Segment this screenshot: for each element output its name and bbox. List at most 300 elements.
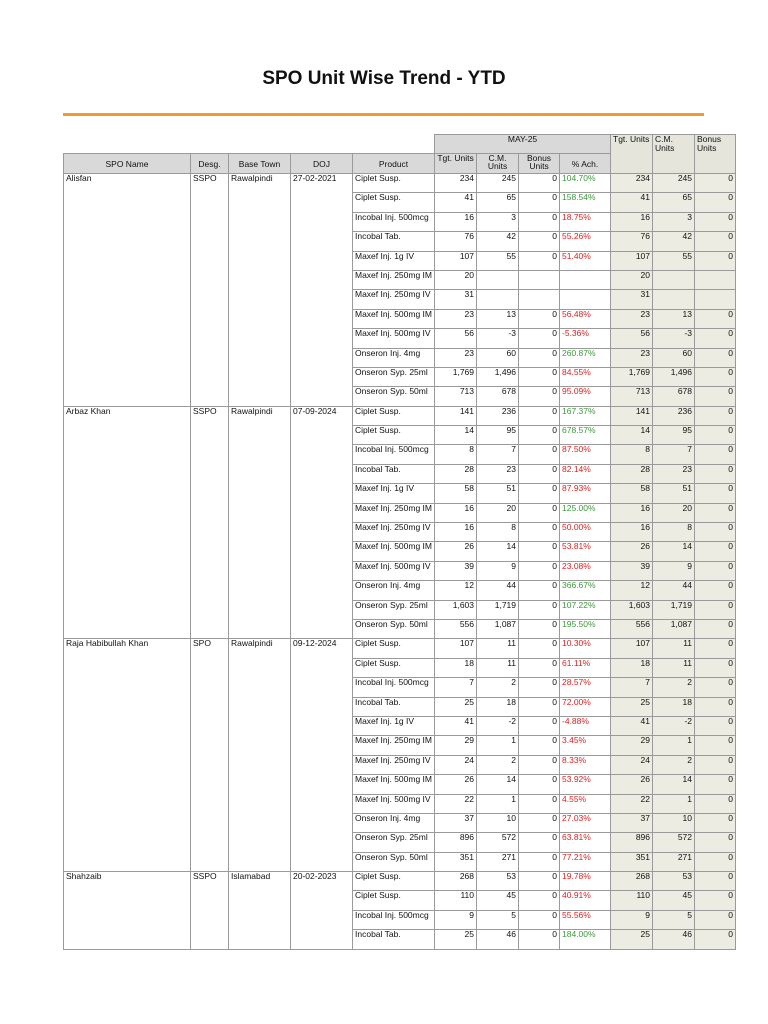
cm-units-cell: 2 — [477, 678, 519, 697]
tgt-units-cell: 23 — [435, 309, 477, 328]
bonus-units-cell: 0 — [519, 852, 560, 871]
product-cell: Ciplet Susp. — [353, 174, 435, 193]
ytd-tgt-units-cell: 16 — [611, 212, 653, 231]
cm-units-cell — [477, 290, 519, 309]
pct-ach-cell: 53.92% — [560, 775, 611, 794]
ytd-tgt-units-cell: 234 — [611, 174, 653, 193]
tgt-units-cell: 9 — [435, 910, 477, 929]
bonus-units-cell: 0 — [519, 716, 560, 735]
product-cell: Incobal Inj. 500mcg — [353, 910, 435, 929]
ytd-bonus-units-cell: 0 — [695, 716, 736, 735]
bonus-units-cell: 0 — [519, 930, 560, 949]
bonus-units-cell: 0 — [519, 251, 560, 270]
ytd-bonus-units-cell: 0 — [695, 406, 736, 425]
ytd-tgt-units-cell: 1,603 — [611, 600, 653, 619]
product-cell: Onseron Syp. 25ml — [353, 600, 435, 619]
doj-header: DOJ — [291, 154, 353, 174]
ytd-bonus-units-cell: 0 — [695, 930, 736, 949]
cm-units-cell — [477, 270, 519, 289]
product-cell: Incobal Inj. 500mcg — [353, 678, 435, 697]
product-cell: Onseron Inj. 4mg — [353, 813, 435, 832]
ytd-bonus-units-cell: 0 — [695, 619, 736, 638]
tgt-units-cell: 16 — [435, 503, 477, 522]
ytd-cm-units-cell: 9 — [653, 561, 695, 580]
ytd-bonus-units-cell: 0 — [695, 736, 736, 755]
ytd-bonus-units-cell: 0 — [695, 251, 736, 270]
product-cell: Maxef Inj. 1g IV — [353, 251, 435, 270]
bonus-units-cell: 0 — [519, 174, 560, 193]
pct-ach-cell: 8.33% — [560, 755, 611, 774]
spo-name-cell: Alisfan — [64, 174, 191, 407]
ytd-bonus-units-cell: 0 — [695, 329, 736, 348]
product-cell: Maxef Inj. 500mg IM — [353, 309, 435, 328]
pct-ach-cell: 28.57% — [560, 678, 611, 697]
bonus-units-cell: 0 — [519, 232, 560, 251]
tgt-units-cell: 20 — [435, 270, 477, 289]
cm-units-cell: 13 — [477, 309, 519, 328]
product-cell: Ciplet Susp. — [353, 639, 435, 658]
pct-ach-cell: 27.03% — [560, 813, 611, 832]
bonus-units-cell: 0 — [519, 600, 560, 619]
header-row-top — [64, 135, 736, 154]
ytd-cm-units-cell: 20 — [653, 503, 695, 522]
ytd-tgt-units-cell: 37 — [611, 813, 653, 832]
tgt-units-cell: 107 — [435, 251, 477, 270]
ytd-cm-units-header: C.M. Units — [653, 135, 695, 174]
ytd-bonus-units-cell: 0 — [695, 755, 736, 774]
ytd-bonus-units-cell: 0 — [695, 639, 736, 658]
cm-units-cell: 678 — [477, 387, 519, 406]
tgt-units-cell: 896 — [435, 833, 477, 852]
ytd-tgt-units-cell: 58 — [611, 484, 653, 503]
ytd-tgt-units-cell: 9 — [611, 910, 653, 929]
pct-ach-header: % Ach. — [560, 154, 611, 174]
pct-ach-cell: 158.54% — [560, 193, 611, 212]
pct-ach-cell: 107.22% — [560, 600, 611, 619]
ytd-tgt-units-cell: 8 — [611, 445, 653, 464]
cm-units-cell: 2 — [477, 755, 519, 774]
product-cell: Maxef Inj. 1g IV — [353, 484, 435, 503]
pct-ach-cell: 87.50% — [560, 445, 611, 464]
ytd-cm-units-cell: 271 — [653, 852, 695, 871]
ytd-bonus-units-cell: 0 — [695, 348, 736, 367]
ytd-cm-units-cell: 45 — [653, 891, 695, 910]
bonus-units-cell: 0 — [519, 387, 560, 406]
product-cell: Maxef Inj. 250mg IV — [353, 755, 435, 774]
bonus-units-cell: 0 — [519, 872, 560, 891]
ytd-tgt-units-cell: 39 — [611, 561, 653, 580]
ytd-tgt-units-cell: 41 — [611, 716, 653, 735]
ytd-bonus-units-cell: 0 — [695, 484, 736, 503]
ytd-tgt-units-cell: 23 — [611, 309, 653, 328]
cm-units-cell: 46 — [477, 930, 519, 949]
bonus-units-cell: 0 — [519, 678, 560, 697]
pct-ach-cell: 50.00% — [560, 523, 611, 542]
base-town-cell: Rawalpindi — [229, 174, 291, 407]
ytd-tgt-units-cell: 56 — [611, 329, 653, 348]
pct-ach-cell — [560, 270, 611, 289]
ytd-cm-units-cell: 55 — [653, 251, 695, 270]
cm-units-cell: 10 — [477, 813, 519, 832]
cm-units-cell: 42 — [477, 232, 519, 251]
bonus-units-cell: 0 — [519, 581, 560, 600]
tgt-units-cell: 16 — [435, 523, 477, 542]
doj-cell: 27-02-2021 — [291, 174, 353, 407]
bonus-units-cell: 0 — [519, 658, 560, 677]
ytd-bonus-units-cell: 0 — [695, 445, 736, 464]
ytd-tgt-units-cell: 41 — [611, 193, 653, 212]
cm-units-cell: 11 — [477, 639, 519, 658]
bonus-units-cell: 0 — [519, 367, 560, 386]
bonus-units-cell: 0 — [519, 542, 560, 561]
bonus-units-cell: 0 — [519, 329, 560, 348]
ytd-cm-units-cell: 51 — [653, 484, 695, 503]
ytd-cm-units-cell: -2 — [653, 716, 695, 735]
bonus-units-cell: 0 — [519, 794, 560, 813]
product-cell: Maxef Inj. 250mg IM — [353, 503, 435, 522]
ytd-bonus-units-cell: 0 — [695, 678, 736, 697]
tgt-units-cell: 18 — [435, 658, 477, 677]
tgt-units-cell: 41 — [435, 716, 477, 735]
pct-ach-cell: 63.81% — [560, 833, 611, 852]
tgt-units-cell: 26 — [435, 542, 477, 561]
product-cell: Ciplet Susp. — [353, 193, 435, 212]
ytd-bonus-units-cell: 0 — [695, 193, 736, 212]
ytd-cm-units-cell: 1,087 — [653, 619, 695, 638]
product-cell: Maxef Inj. 250mg IV — [353, 523, 435, 542]
pct-ach-cell: 84.55% — [560, 367, 611, 386]
cm-units-cell: 1,719 — [477, 600, 519, 619]
bonus-units-cell: 0 — [519, 697, 560, 716]
ytd-tgt-units-cell: 31 — [611, 290, 653, 309]
table-body — [64, 174, 736, 950]
ytd-tgt-units-cell: 268 — [611, 872, 653, 891]
ytd-cm-units-cell — [653, 270, 695, 289]
ytd-bonus-units-cell: 0 — [695, 212, 736, 231]
tgt-units-cell: 25 — [435, 697, 477, 716]
ytd-tgt-units-cell: 24 — [611, 755, 653, 774]
cm-units-cell: 45 — [477, 891, 519, 910]
table-row — [64, 872, 736, 891]
doj-cell: 09-12-2024 — [291, 639, 353, 872]
ytd-bonus-units-cell: 0 — [695, 232, 736, 251]
tgt-units-cell: 1,769 — [435, 367, 477, 386]
bonus-units-cell: 0 — [519, 464, 560, 483]
ytd-bonus-units-cell: 0 — [695, 600, 736, 619]
table-row — [64, 639, 736, 658]
pct-ach-cell: 95.09% — [560, 387, 611, 406]
tgt-units-cell: 24 — [435, 755, 477, 774]
ytd-bonus-units-cell: 0 — [695, 309, 736, 328]
bonus-units-cell: 0 — [519, 406, 560, 425]
product-cell: Onseron Inj. 4mg — [353, 348, 435, 367]
pct-ach-cell: 3.45% — [560, 736, 611, 755]
tgt-units-cell: 76 — [435, 232, 477, 251]
product-cell: Ciplet Susp. — [353, 891, 435, 910]
ytd-cm-units-cell: 678 — [653, 387, 695, 406]
ytd-cm-units-cell: 13 — [653, 309, 695, 328]
bonus-units-cell: 0 — [519, 736, 560, 755]
product-cell: Maxef Inj. 500mg IM — [353, 542, 435, 561]
bonus-units-cell: 0 — [519, 484, 560, 503]
ytd-cm-units-cell: 18 — [653, 697, 695, 716]
cm-units-header: C.M. Units — [477, 154, 519, 174]
tgt-units-cell: 14 — [435, 426, 477, 445]
bonus-units-cell: 0 — [519, 639, 560, 658]
ytd-cm-units-cell: 3 — [653, 212, 695, 231]
ytd-bonus-units-cell: 0 — [695, 426, 736, 445]
cm-units-cell: 9 — [477, 561, 519, 580]
cm-units-cell: 5 — [477, 910, 519, 929]
pct-ach-cell: 260.87% — [560, 348, 611, 367]
bonus-units-cell: 0 — [519, 755, 560, 774]
pct-ach-cell: 18.75% — [560, 212, 611, 231]
bonus-units-cell: 0 — [519, 775, 560, 794]
product-cell: Incobal Tab. — [353, 930, 435, 949]
product-cell: Ciplet Susp. — [353, 406, 435, 425]
desg-cell: SPO — [191, 639, 229, 872]
tgt-units-cell: 1,603 — [435, 600, 477, 619]
ytd-cm-units-cell: 236 — [653, 406, 695, 425]
ytd-tgt-units-cell: 28 — [611, 464, 653, 483]
pct-ach-cell: 4.55% — [560, 794, 611, 813]
ytd-cm-units-cell: 23 — [653, 464, 695, 483]
tgt-units-cell: 58 — [435, 484, 477, 503]
pct-ach-cell — [560, 290, 611, 309]
spo-name-cell: Arbaz Khan — [64, 406, 191, 639]
product-cell: Onseron Inj. 4mg — [353, 581, 435, 600]
ytd-bonus-units-cell: 0 — [695, 910, 736, 929]
bonus-units-cell: 0 — [519, 833, 560, 852]
product-cell: Onseron Syp. 50ml — [353, 852, 435, 871]
cm-units-cell: 1 — [477, 794, 519, 813]
product-cell: Incobal Tab. — [353, 232, 435, 251]
ytd-cm-units-cell: 14 — [653, 775, 695, 794]
cm-units-cell: 1 — [477, 736, 519, 755]
pct-ach-cell: 53.81% — [560, 542, 611, 561]
tgt-units-cell: 110 — [435, 891, 477, 910]
pct-ach-cell: 77.21% — [560, 852, 611, 871]
cm-units-cell: 14 — [477, 542, 519, 561]
ytd-cm-units-cell: 8 — [653, 523, 695, 542]
base-town-cell: Islamabad — [229, 872, 291, 950]
ytd-cm-units-cell: 46 — [653, 930, 695, 949]
pct-ach-cell: 184.00% — [560, 930, 611, 949]
ytd-bonus-units-cell: 0 — [695, 891, 736, 910]
ytd-tgt-units-cell: 7 — [611, 678, 653, 697]
tgt-units-cell: 29 — [435, 736, 477, 755]
ytd-cm-units-cell: 65 — [653, 193, 695, 212]
doj-cell: 20-02-2023 — [291, 872, 353, 950]
product-cell: Maxef Inj. 250mg IV — [353, 290, 435, 309]
ytd-bonus-units-cell: 0 — [695, 833, 736, 852]
ytd-cm-units-cell: 245 — [653, 174, 695, 193]
base-town-cell: Rawalpindi — [229, 639, 291, 872]
tgt-units-cell: 351 — [435, 852, 477, 871]
unit-trend-table — [63, 134, 736, 950]
product-cell: Onseron Syp. 50ml — [353, 387, 435, 406]
tgt-units-header: Tgt. Units — [435, 154, 477, 174]
desg-header: Desg. — [191, 154, 229, 174]
ytd-bonus-units-cell — [695, 270, 736, 289]
ytd-cm-units-cell: 5 — [653, 910, 695, 929]
cm-units-cell: 20 — [477, 503, 519, 522]
base-town-header: Base Town — [229, 154, 291, 174]
product-cell: Incobal Tab. — [353, 697, 435, 716]
doj-cell: 07-09-2024 — [291, 406, 353, 639]
cm-units-cell: 23 — [477, 464, 519, 483]
ytd-tgt-units-cell: 29 — [611, 736, 653, 755]
cm-units-cell: 60 — [477, 348, 519, 367]
product-cell: Maxef Inj. 500mg IV — [353, 794, 435, 813]
ytd-cm-units-cell: 7 — [653, 445, 695, 464]
base-town-cell: Rawalpindi — [229, 406, 291, 639]
cm-units-cell: 8 — [477, 523, 519, 542]
ytd-bonus-units-cell: 0 — [695, 523, 736, 542]
ytd-tgt-units-cell: 25 — [611, 930, 653, 949]
tgt-units-cell: 23 — [435, 348, 477, 367]
tgt-units-cell: 8 — [435, 445, 477, 464]
bonus-units-cell: 0 — [519, 619, 560, 638]
pct-ach-cell: 51.40% — [560, 251, 611, 270]
cm-units-cell: -2 — [477, 716, 519, 735]
tgt-units-cell: 12 — [435, 581, 477, 600]
product-cell: Incobal Inj. 500mcg — [353, 212, 435, 231]
tgt-units-cell: 141 — [435, 406, 477, 425]
tgt-units-cell: 713 — [435, 387, 477, 406]
ytd-bonus-units-cell: 0 — [695, 174, 736, 193]
product-cell: Ciplet Susp. — [353, 658, 435, 677]
ytd-bonus-units-cell: 0 — [695, 367, 736, 386]
bonus-units-cell: 0 — [519, 813, 560, 832]
table-row — [64, 406, 736, 425]
ytd-bonus-units-cell: 0 — [695, 697, 736, 716]
table-row — [64, 174, 736, 193]
tgt-units-cell: 31 — [435, 290, 477, 309]
product-cell: Ciplet Susp. — [353, 426, 435, 445]
ytd-bonus-units-cell: 0 — [695, 775, 736, 794]
bonus-units-cell: 0 — [519, 503, 560, 522]
ytd-tgt-units-cell: 107 — [611, 639, 653, 658]
pct-ach-cell: 104.70% — [560, 174, 611, 193]
ytd-tgt-units-cell: 713 — [611, 387, 653, 406]
ytd-cm-units-cell: 572 — [653, 833, 695, 852]
ytd-cm-units-cell: 95 — [653, 426, 695, 445]
tgt-units-cell: 7 — [435, 678, 477, 697]
ytd-bonus-units-header: Bonus Units — [695, 135, 736, 174]
cm-units-cell: 572 — [477, 833, 519, 852]
tgt-units-cell: 37 — [435, 813, 477, 832]
ytd-cm-units-cell: 44 — [653, 581, 695, 600]
product-cell: Maxef Inj. 250mg IM — [353, 736, 435, 755]
tgt-units-cell: 28 — [435, 464, 477, 483]
cm-units-cell: 1,496 — [477, 367, 519, 386]
ytd-cm-units-cell: 1,496 — [653, 367, 695, 386]
tgt-units-cell: 268 — [435, 872, 477, 891]
pct-ach-cell: 125.00% — [560, 503, 611, 522]
ytd-tgt-units-cell: 26 — [611, 542, 653, 561]
ytd-tgt-units-cell: 351 — [611, 852, 653, 871]
ytd-tgt-units-cell: 18 — [611, 658, 653, 677]
ytd-tgt-units-cell: 1,769 — [611, 367, 653, 386]
ytd-bonus-units-cell — [695, 290, 736, 309]
pct-ach-cell: 55.56% — [560, 910, 611, 929]
ytd-cm-units-cell: 2 — [653, 678, 695, 697]
ytd-bonus-units-cell: 0 — [695, 872, 736, 891]
bonus-units-cell: 0 — [519, 212, 560, 231]
product-cell: Maxef Inj. 1g IV — [353, 716, 435, 735]
ytd-tgt-units-cell: 107 — [611, 251, 653, 270]
ytd-tgt-units-header: Tgt. Units — [611, 135, 653, 174]
pct-ach-cell: 87.93% — [560, 484, 611, 503]
ytd-bonus-units-cell: 0 — [695, 503, 736, 522]
ytd-bonus-units-cell: 0 — [695, 464, 736, 483]
cm-units-cell: 55 — [477, 251, 519, 270]
ytd-tgt-units-cell: 141 — [611, 406, 653, 425]
pct-ach-cell: 678.57% — [560, 426, 611, 445]
ytd-bonus-units-cell: 0 — [695, 387, 736, 406]
ytd-cm-units-cell: -3 — [653, 329, 695, 348]
ytd-cm-units-cell — [653, 290, 695, 309]
pct-ach-cell: 61.11% — [560, 658, 611, 677]
product-cell: Maxef Inj. 500mg IV — [353, 561, 435, 580]
tgt-units-cell: 56 — [435, 329, 477, 348]
product-cell: Onseron Syp. 25ml — [353, 367, 435, 386]
ytd-tgt-units-cell: 25 — [611, 697, 653, 716]
product-cell: Incobal Inj. 500mcg — [353, 445, 435, 464]
pct-ach-cell: 10.30% — [560, 639, 611, 658]
pct-ach-cell: 55.26% — [560, 232, 611, 251]
bonus-units-cell: 0 — [519, 348, 560, 367]
desg-cell: SSPO — [191, 872, 229, 950]
product-cell: Incobal Tab. — [353, 464, 435, 483]
cm-units-cell: -3 — [477, 329, 519, 348]
spo-name-cell: Raja Habibullah Khan — [64, 639, 191, 872]
tgt-units-cell: 41 — [435, 193, 477, 212]
ytd-cm-units-cell: 53 — [653, 872, 695, 891]
cm-units-cell: 95 — [477, 426, 519, 445]
cm-units-cell: 51 — [477, 484, 519, 503]
cm-units-cell: 236 — [477, 406, 519, 425]
cm-units-cell: 271 — [477, 852, 519, 871]
pct-ach-cell: 56.48% — [560, 309, 611, 328]
pct-ach-cell: 366.67% — [560, 581, 611, 600]
bonus-units-cell: 0 — [519, 523, 560, 542]
spo-name-header: SPO Name — [64, 154, 191, 174]
product-cell: Ciplet Susp. — [353, 872, 435, 891]
ytd-tgt-units-cell: 22 — [611, 794, 653, 813]
ytd-tgt-units-cell: 14 — [611, 426, 653, 445]
ytd-tgt-units-cell: 23 — [611, 348, 653, 367]
ytd-cm-units-cell: 1,719 — [653, 600, 695, 619]
desg-cell: SSPO — [191, 174, 229, 407]
cm-units-cell: 14 — [477, 775, 519, 794]
product-cell: Onseron Syp. 25ml — [353, 833, 435, 852]
product-cell: Onseron Syp. 50ml — [353, 619, 435, 638]
ytd-cm-units-cell: 11 — [653, 639, 695, 658]
cm-units-cell: 7 — [477, 445, 519, 464]
pct-ach-cell: -4.88% — [560, 716, 611, 735]
ytd-cm-units-cell: 1 — [653, 736, 695, 755]
pct-ach-cell: 23.08% — [560, 561, 611, 580]
ytd-cm-units-cell: 42 — [653, 232, 695, 251]
ytd-tgt-units-cell: 16 — [611, 503, 653, 522]
cm-units-cell: 1,087 — [477, 619, 519, 638]
tgt-units-cell: 234 — [435, 174, 477, 193]
ytd-bonus-units-cell: 0 — [695, 561, 736, 580]
bonus-units-cell: 0 — [519, 891, 560, 910]
ytd-tgt-units-cell: 12 — [611, 581, 653, 600]
